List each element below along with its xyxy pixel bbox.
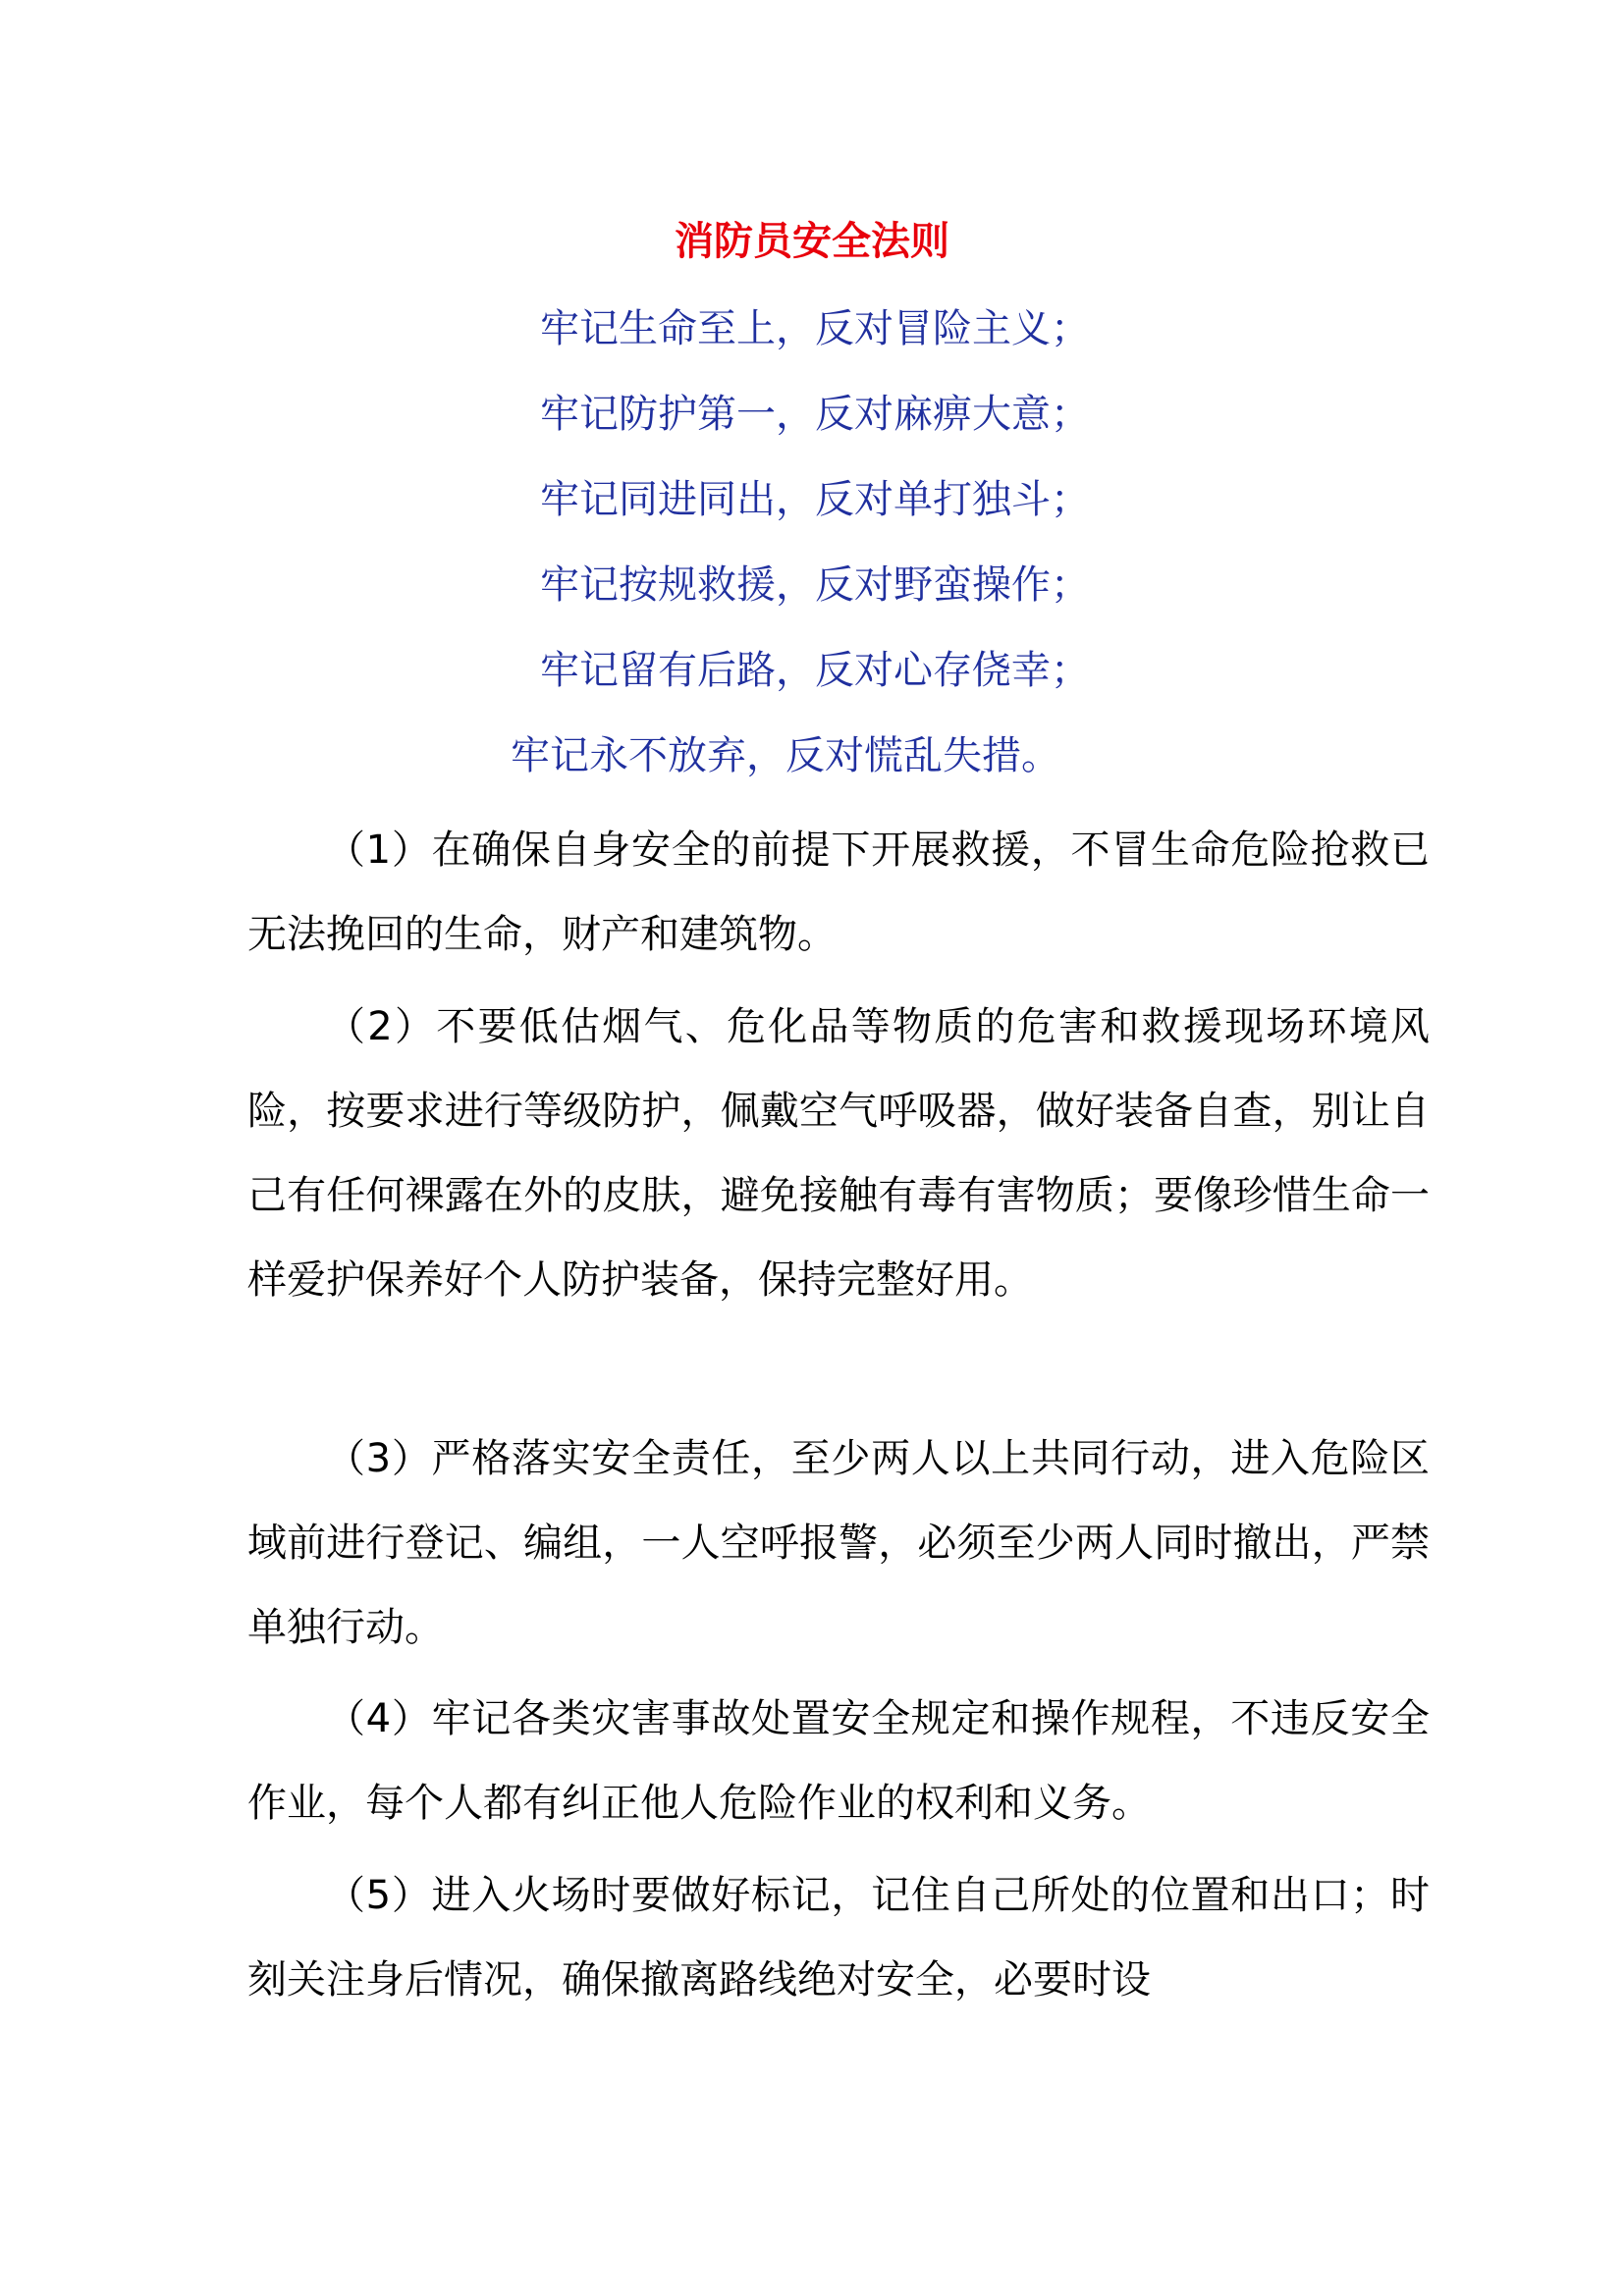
document-title: 消防员安全法则 [675, 219, 949, 264]
motto-text-2: 牢记防护第一，反对麻痹大意； [540, 392, 1090, 437]
motto-text-6: 牢记永不放弃，反对慌乱失措。 [511, 733, 1060, 778]
motto-text-4: 牢记按规救援，反对野蛮操作； [540, 562, 1090, 608]
rule-paragraph-3: （3）严格落实安全责任，至少两人以上共同行动，进入危险区域前进行登记、编组，一人空呼报警，必须至少两人同时撤出，严禁单独行动。 [247, 1436, 1430, 1650]
motto-text-1: 牢记生命至上，反对冒险主义； [540, 306, 1090, 351]
rule-paragraph-4: （4）牢记各类灾害事故处置安全规定和操作规程，不违反安全作业，每个人都有纠正他人危险作业的权利和义务。 [247, 1696, 1430, 1826]
rule-paragraph-5: （5）进入火场时要做好标记，记住自己所处的位置和出口；时刻关注身后情况，确保撤离路线绝对安全，必要时设 [247, 1873, 1430, 2002]
motto-text-3: 牢记同进同出，反对单打独斗； [540, 477, 1090, 522]
motto-text-5: 牢记留有后路，反对心存侥幸； [540, 648, 1090, 693]
rule-paragraph-2: （2）不要低估烟气、危化品等物质的危害和救援现场环境风险，按要求进行等级防护，佩戴空气呼吸器，做好装备自查，别让自己有任何裸露在外的皮肤，避免接触有毒有害物质；要像珍惜生命一样爱护保养好个人防护装备，保持完整好用。 [247, 1004, 1430, 1303]
rule-paragraph-1: （1）在确保自身安全的前提下开展救援，不冒生命危险抢救已无法挽回的生命，财产和建筑物。 [247, 828, 1430, 957]
